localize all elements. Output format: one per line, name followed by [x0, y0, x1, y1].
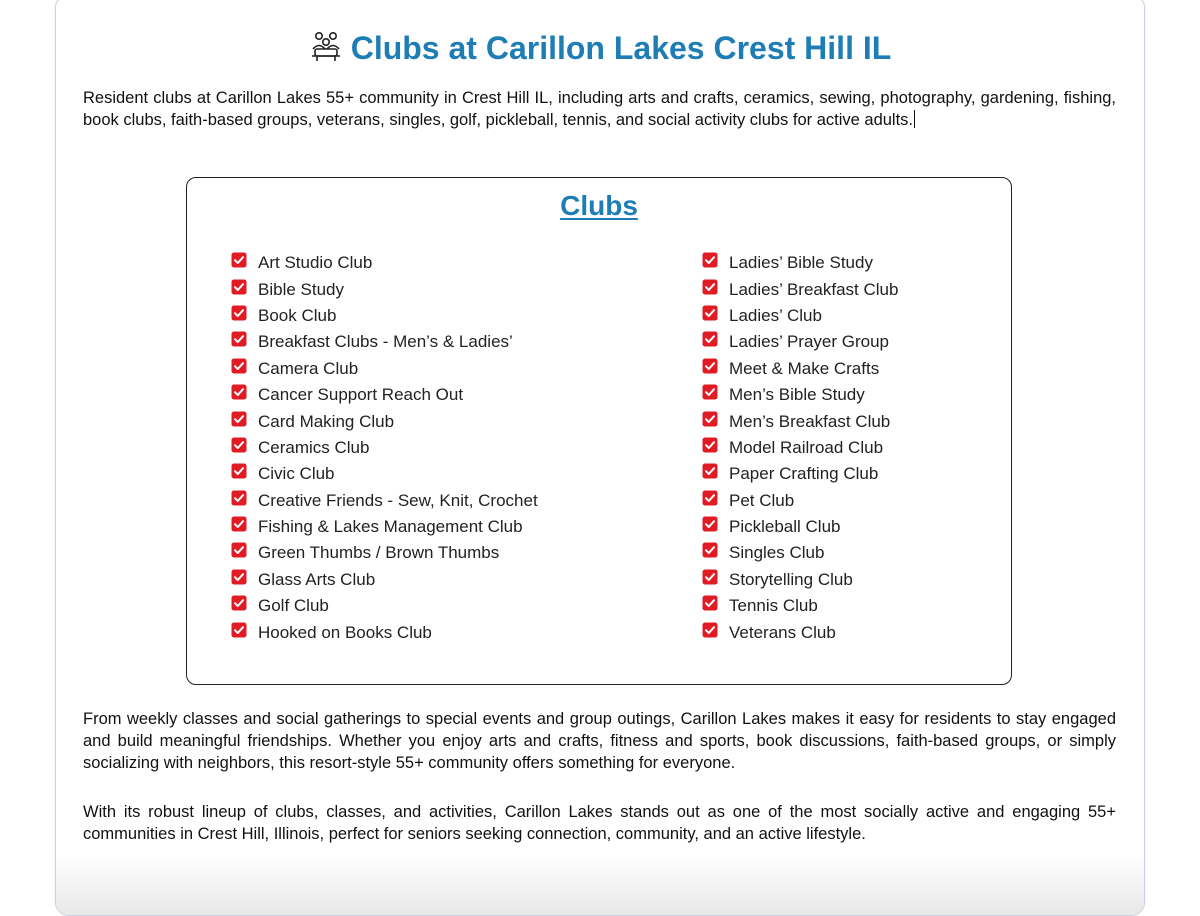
club-item	[702, 435, 898, 461]
club-item-label: Singles Club	[729, 543, 825, 563]
club-item	[231, 514, 538, 540]
clubs-list-left	[231, 250, 538, 646]
club-item-label: Card Making Club	[258, 411, 395, 431]
club-item	[702, 276, 898, 302]
club-item	[702, 593, 898, 619]
checked-checkbox-icon	[702, 463, 718, 479]
text-cursor	[914, 110, 915, 128]
club-item	[231, 461, 538, 487]
checked-checkbox-icon	[231, 279, 247, 295]
club-item	[702, 488, 898, 514]
club-item-label: Golf Club	[258, 596, 329, 616]
club-item	[702, 250, 898, 276]
club-item-label: Model Railroad Club	[729, 437, 884, 457]
page-title	[56, 29, 1144, 67]
club-item	[231, 619, 538, 645]
club-item-label: Hooked on Books Club	[258, 622, 432, 642]
checked-checkbox-icon	[231, 252, 247, 268]
checked-checkbox-icon	[231, 463, 247, 479]
club-item-label: Art Studio Club	[258, 253, 373, 273]
club-item-label: Camera Club	[258, 358, 359, 378]
checked-checkbox-icon	[702, 569, 718, 585]
closing-paragraph: With its robust lineup of clubs, classes, and activities, Carillon Lakes stands out as one of the most socially active and engaging 55+ communities in Crest Hill, Illinois, perfect for seniors seeking connection, community, and an active lifestyle.	[83, 803, 1116, 843]
club-item	[702, 619, 898, 645]
bottom-fade	[56, 855, 1144, 915]
checked-checkbox-icon	[231, 516, 247, 532]
club-item-label: Book Club	[258, 305, 337, 325]
intro-paragraph[interactable]: Resident clubs at Carillon Lakes 55+ community in Crest Hill IL, including arts and crafts, ceramics, sewing, photography, gardening, fishing, book clubs, faith-based groups, veterans, singles, golf, pickleball, tennis, and social activity clubs for active adults.	[83, 89, 1116, 129]
club-item	[702, 356, 898, 382]
checked-checkbox-icon	[231, 384, 247, 400]
club-item	[231, 593, 538, 619]
club-item	[231, 250, 538, 276]
checked-checkbox-icon	[231, 437, 247, 453]
checked-checkbox-icon	[702, 384, 718, 400]
content-card	[55, 0, 1145, 916]
checked-checkbox-icon	[231, 490, 247, 506]
checked-checkbox-icon	[231, 358, 247, 374]
club-item	[231, 329, 538, 355]
club-item	[702, 461, 898, 487]
checked-checkbox-icon	[702, 622, 718, 638]
club-item-label: Ladies’ Bible Study	[729, 253, 873, 273]
club-item-label: Veterans Club	[729, 622, 836, 642]
checked-checkbox-icon	[702, 411, 718, 427]
checked-checkbox-icon	[702, 252, 718, 268]
club-item-label: Bible Study	[258, 279, 344, 299]
clubs-list-right	[702, 250, 898, 646]
club-item-label: Cancer Support Reach Out	[258, 385, 464, 405]
club-item	[231, 356, 538, 382]
club-item-label: Green Thumbs / Brown Thumbs	[258, 543, 500, 563]
checked-checkbox-icon	[702, 358, 718, 374]
checked-checkbox-icon	[231, 569, 247, 585]
club-item-label: Storytelling Club	[729, 569, 853, 589]
club-item	[231, 276, 538, 302]
checked-checkbox-icon	[702, 490, 718, 506]
checked-checkbox-icon	[231, 305, 247, 321]
clubs-box	[186, 177, 1012, 685]
checked-checkbox-icon	[231, 595, 247, 611]
club-item-label: Breakfast Clubs - Men’s & Ladies’	[258, 332, 513, 352]
checked-checkbox-icon	[702, 279, 718, 295]
club-item-label: Civic Club	[258, 464, 335, 484]
checked-checkbox-icon	[702, 305, 718, 321]
club-item	[702, 567, 898, 593]
club-item-label: Paper Crafting Club	[729, 464, 879, 484]
club-item	[702, 382, 898, 408]
club-item	[702, 514, 898, 540]
club-item-label: Creative Friends - Sew, Knit, Crochet	[258, 490, 538, 510]
club-item	[702, 303, 898, 329]
club-item-label: Pet Club	[729, 490, 795, 510]
community-group-icon	[309, 29, 343, 63]
checked-checkbox-icon	[702, 437, 718, 453]
clubs-heading[interactable]: Clubs	[560, 190, 638, 221]
club-item	[231, 303, 538, 329]
club-item-label: Men’s Breakfast Club	[729, 411, 891, 431]
club-item-label: Men’s Bible Study	[729, 385, 865, 405]
club-item-label: Ladies’ Club	[729, 305, 822, 325]
club-item-label: Tennis Club	[729, 596, 818, 616]
club-item	[231, 567, 538, 593]
club-item	[231, 488, 538, 514]
club-item-label: Ladies’ Prayer Group	[729, 332, 890, 352]
checked-checkbox-icon	[231, 622, 247, 638]
club-item-label: Fishing & Lakes Management Club	[258, 517, 523, 537]
checked-checkbox-icon	[231, 331, 247, 347]
club-item	[702, 329, 898, 355]
checked-checkbox-icon	[231, 542, 247, 558]
club-item	[702, 408, 898, 434]
club-item	[231, 540, 538, 566]
checked-checkbox-icon	[702, 516, 718, 532]
club-item-label: Ladies’ Breakfast Club	[729, 279, 899, 299]
club-item	[702, 540, 898, 566]
checked-checkbox-icon	[702, 331, 718, 347]
club-item	[231, 408, 538, 434]
checked-checkbox-icon	[231, 411, 247, 427]
club-item-label: Ceramics Club	[258, 437, 370, 457]
description-paragraph: From weekly classes and social gatherings to special events and group outings, Carillon Lakes makes it easy for residents to stay engaged and build meaningful friendships. Whether you enjoy arts and crafts, fitness and sports, book discussions, faith-based groups, or simply socializing with neighbors, this resort-style 55+ community offers something for everyone.	[83, 710, 1116, 772]
checked-checkbox-icon	[702, 542, 718, 558]
checked-checkbox-icon	[702, 595, 718, 611]
club-item	[231, 382, 538, 408]
club-item	[231, 435, 538, 461]
club-item-label: Glass Arts Club	[258, 569, 376, 589]
club-item-label: Meet & Make Crafts	[729, 358, 880, 378]
club-item-label: Pickleball Club	[729, 517, 841, 537]
page-title-text: Clubs at Carillon Lakes Crest Hill IL	[350, 30, 892, 66]
